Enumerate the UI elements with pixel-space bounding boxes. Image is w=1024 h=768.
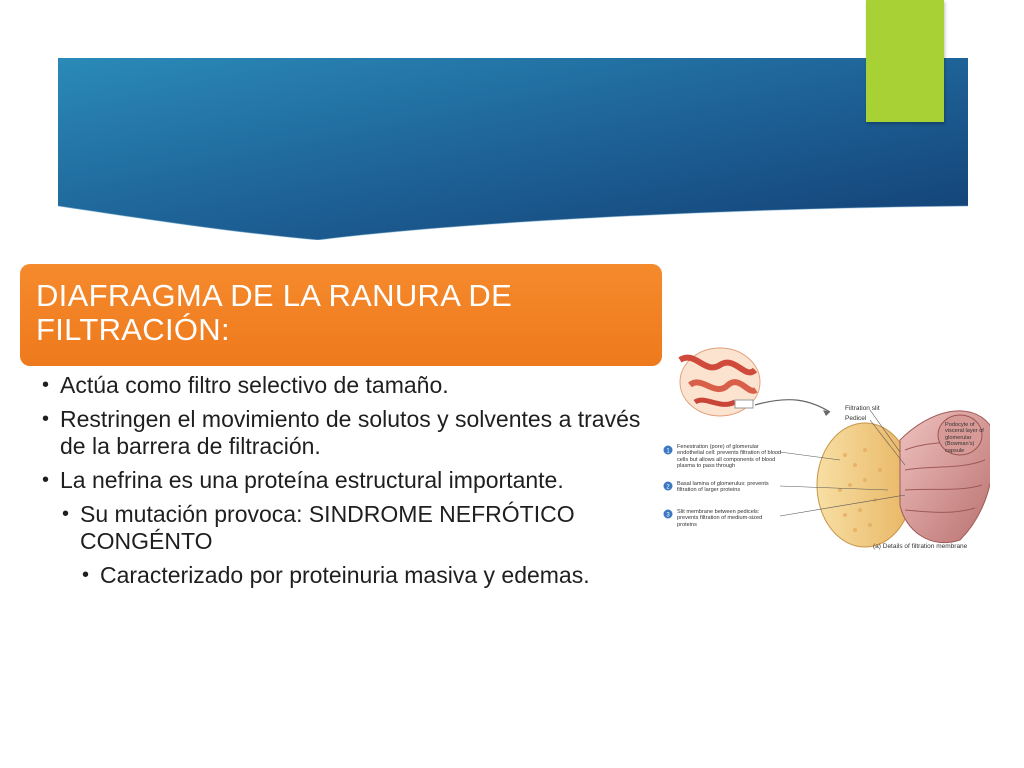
bullet-item-subsub [82,562,652,589]
marker-1 [664,446,673,455]
bullet-item [42,406,652,460]
filtration-membrane-diagram [660,340,990,560]
bullet-item [42,372,652,399]
bullet-text: Su mutación provoca: SINDROME NEFRÓTICO CONGÉNTO [80,501,575,554]
accent-tab [866,0,944,122]
bullet-item-sub [62,501,652,555]
glomerulus-illustration [680,348,760,416]
bullet-text: La nefrina es una proteína estructural importante. [60,467,564,493]
bullet-text: Restringen el movimiento de solutos y solventes a través de la barrera de filtración. [60,406,641,459]
header-banner [58,58,968,240]
bullet-list [42,372,652,596]
label-slit-membrane: Slit membrane between pedicels: prevents filtration of medium-sized proteins [677,509,763,528]
marker-2 [664,482,673,491]
bullet-item [42,467,652,494]
svg-text:3: 3 [666,512,670,519]
diagram-caption: (a) Details of filtration membrane [873,543,968,550]
label-pedicel: Pedicel [845,415,867,422]
title-text: DIAFRAGMA DE LA RANURA DE FILTRACIÓN: [36,278,513,347]
label-fenestration: Fenestration (pore) of glomerular endothelial cell: prevents filtration of blood cells but allows all components of blood plasma to pass through [677,444,782,470]
bullet-text: Actúa como filtro selectivo de tamaño. [60,372,449,398]
svg-text:1: 1 [666,448,670,455]
section-title [20,264,662,366]
label-basal-lamina: Basal lamina of glomerulus: prevents filtration of larger proteins [677,481,769,494]
marker-3 [664,510,673,519]
svg-text:2: 2 [666,484,670,491]
label-filtration-slit: Filtration slit [845,405,880,412]
label-podocyte: Podocyte of visceral layer of glomerular (Bowman's) capsule [945,422,984,454]
bullet-text: Caracterizado por proteinuria masiva y edemas. [100,562,590,588]
